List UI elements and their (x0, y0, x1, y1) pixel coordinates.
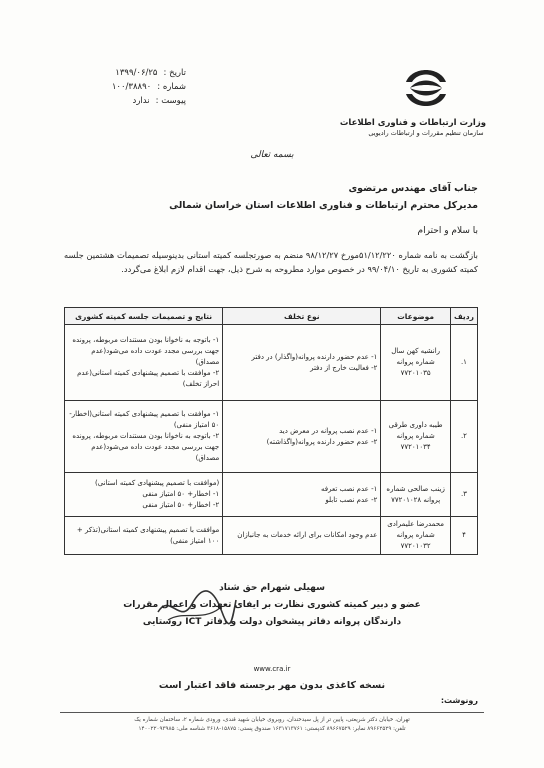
table-row (65, 325, 478, 401)
validity-note: نسخه کاغذی بدون مهر برجسته فاقد اعتبار است (158, 680, 386, 691)
row-subject: محمدرضا علیمرادی شماره پروانه ۷۷۲۰۱۰۳۲ (381, 517, 451, 555)
signer-name: سهیلی شهرام حق شناد (219, 583, 325, 593)
letter-footer (60, 712, 484, 734)
row-result: ۱- باتوجه به ناخوانا بودن مستندات مربوطه، پرونده جهت بررسی مجدد عودت داده می‌شود(عدم مصداق) ۲- موافقت با تصمیم پیشنهادی کمیته استانی(عدم احراز تخلف) (65, 325, 223, 401)
addressee (169, 180, 478, 214)
signer-title-1: عضو و دبیر کمیته کشوری نظارت بر ایفای تعهدات و اعمال مقررات (123, 600, 421, 610)
header-row-number: ردیف (450, 308, 477, 325)
letter-meta (66, 66, 186, 108)
row-subject: طیبه داوری طرقی شماره پروانه ۷۷۲۰۱۰۳۴ (381, 401, 451, 473)
table-row (65, 401, 478, 473)
ministry-logo (339, 60, 486, 150)
org-name: وزارت ارتباطات و فناوری اطلاعات (339, 118, 486, 128)
row-number: ۴ (450, 517, 477, 555)
ministry-emblem-icon (398, 60, 454, 116)
header-result: نتایج و تصمیمات جلسه کمیته کشوری (65, 308, 223, 325)
addressee-name: جناب آقای مهندس مرتضوی (348, 183, 478, 194)
bismillah: بسمه تعالی (250, 150, 294, 160)
date-value: ۱۳۹۹/۰۶/۲۵ (115, 68, 158, 78)
table-row (65, 473, 478, 517)
header-subject: موضوعات (381, 308, 451, 325)
header-violation: نوع تخلف (223, 308, 381, 325)
number-value: ۱۰۰/۳۸۸۹۰ (111, 82, 152, 92)
website-url: www.cra.ir (253, 665, 291, 673)
org-subname: سازمان تنظیم مقررات و ارتباطات رادیویی (368, 129, 484, 137)
table-row (65, 517, 478, 555)
addressee-title: مدیرکل محترم ارتباطات و فناوری اطلاعات استان خراسان شمالی (169, 200, 478, 211)
row-number: ۱. (450, 325, 477, 401)
decisions-table (64, 307, 478, 555)
footer-address: تهران، خیابان دکتر شریعتی، پایین تر از پل سیدخندان، روبروی خیابان شهید قندی، ورودی شماره ۲، ساختمان شماره یک (134, 717, 410, 723)
row-violation: ۱- عدم نصب تعرفه ۲- عدم نصب تابلو (223, 473, 381, 517)
row-violation: ۱- عدم حضور دارنده پروانه(واگذار) در دفتر ۲- فعالیت خارج از دفتر (223, 325, 381, 401)
row-subject: زینب صالحی شماره پروانه ۷۷۲۰۱۰۲۸ (381, 473, 451, 517)
attachment-label: پیوست : (155, 96, 186, 106)
row-result: (موافقت با تصمیم پیشنهادی کمیته استانی) ۱- اخطار+ ۵۰ امتیاز منفی ۲- اخطار+ ۵۰ امتیاز منفی (65, 473, 223, 517)
date-label: تاریخ : (163, 68, 186, 78)
row-number: ۲. (450, 401, 477, 473)
table-header-row (65, 308, 478, 325)
cc-label: رونوشت: (440, 696, 478, 705)
row-number: ۳. (450, 473, 477, 517)
row-subject: رانشیه کهن سال شماره پروانه ۷۷۲۰۱۰۳۵ (381, 325, 451, 401)
signer-title-2: دارندگان پروانه دفاتر پیشخوان دولت و دفاتر ICT روستایی (142, 617, 402, 627)
greeting: با سلام و احترام (417, 226, 478, 236)
row-violation: عدم وجود امکانات برای ارائه خدمات به جانبازان (223, 517, 381, 555)
row-violation: ۱- عدم نصب پروانه در معرض دید ۲- عدم حضور دارنده پروانه(واگذاشته) (223, 401, 381, 473)
footer-contacts: تلفن: ۸۹۶۶۲۵۲۹ نمابر: ۸۹۶۶۷۵۲۹ کدپستی: ۱۶۳۱۷۱۳۷۶۱ صندوق پستی: ۱۵۸۷۵-۳۶۱۸ شناسه ملی: ۱۴۰۰۲۲۰۹۳۹۸۵ (138, 726, 406, 732)
signature-block (70, 580, 474, 631)
attachment-value: ندارد (132, 96, 150, 106)
number-label: شماره : (157, 82, 186, 92)
row-result: موافقت با تصمیم پیشنهادی کمیته استانی(تذکر + ۱۰۰ امتیاز منفی) (65, 517, 223, 555)
row-result: ۱- موافقت با تصمیم پیشنهادی کمیته استانی(اخطار- ۵۰ امتیاز منفی) ۲- باتوجه به ناخوانا بودن مستندات مربوطه، پرونده جهت بررسی مجدد عودت داده می‌شود(عدم مصداق) (65, 401, 223, 473)
body-text: بازگشت به نامه شماره ۵۱/۱۲/۲۲۰مورخ ۹۸/۱۲/۲۷ منضم به صورتجلسه کمیته استانی بدینوسیله تصمیمات هشتمین جلسه کمیته کشوری به تاریخ ۹۹/۰۴/۱۰ در خصوص موارد مطروحه به شرح ذیل، جهت اقدام لازم ابلاغ می‌گردد. (64, 250, 478, 274)
